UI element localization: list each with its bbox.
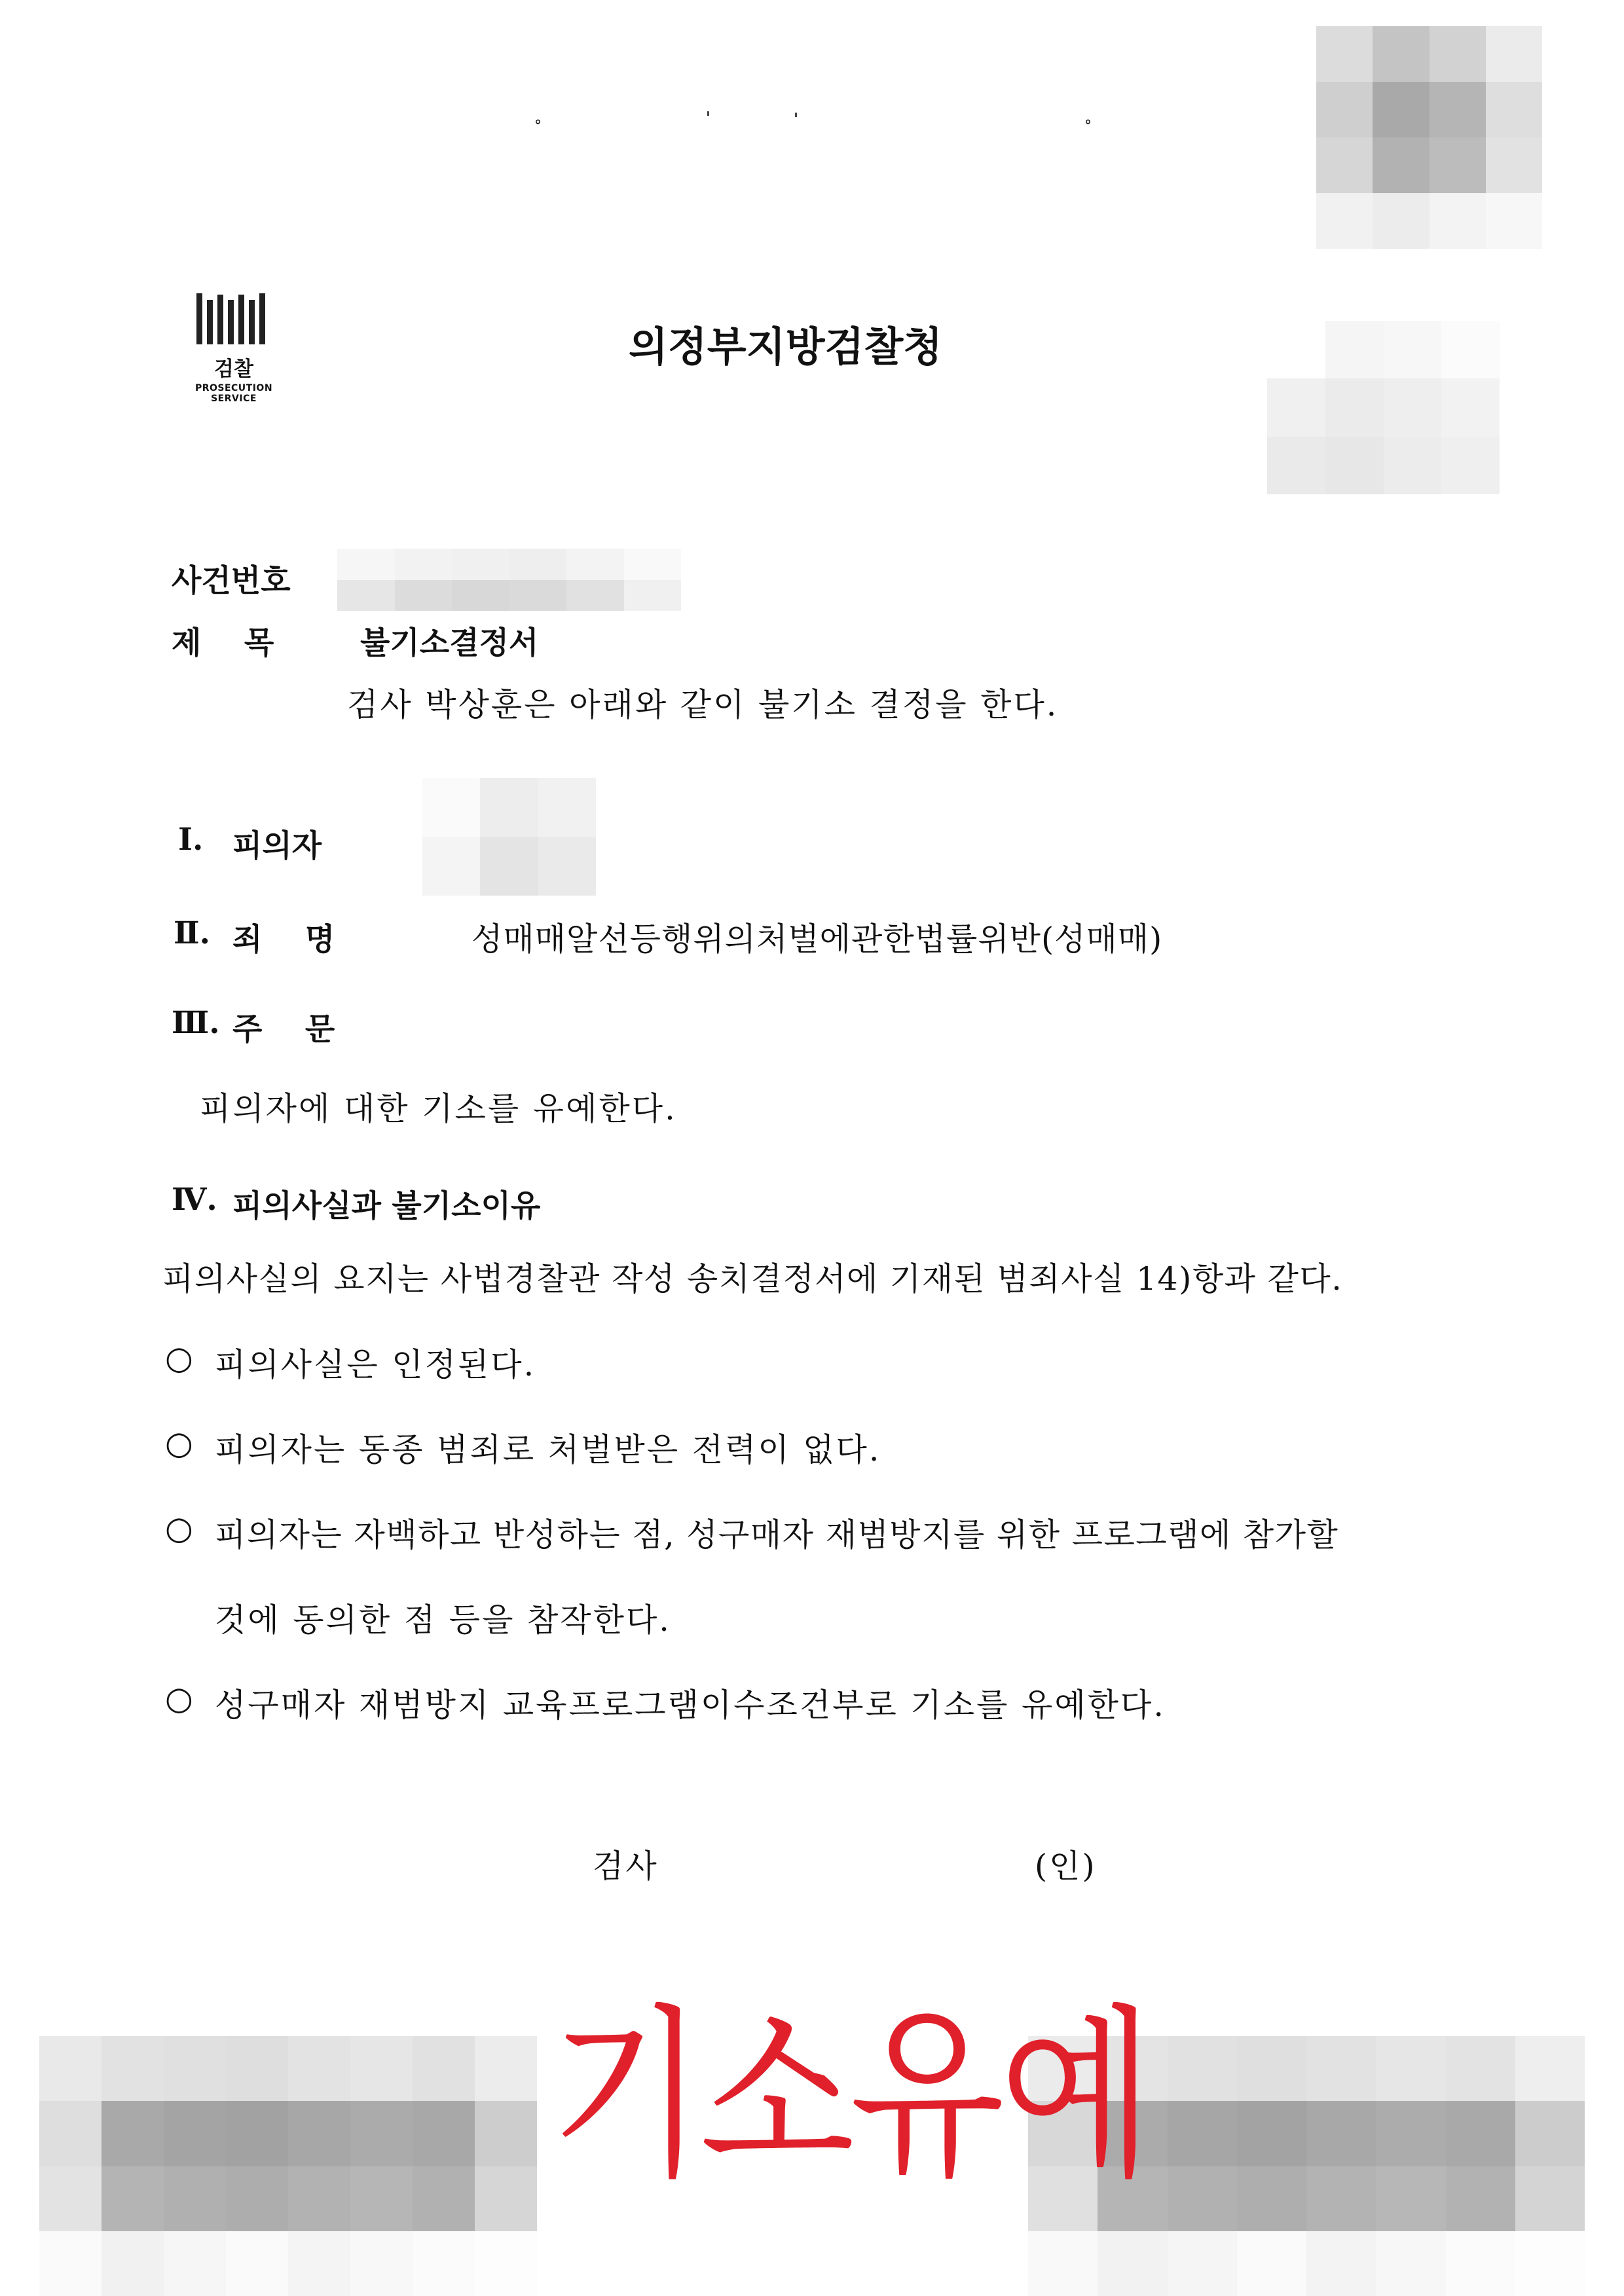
- signature-label: 검사: [593, 1848, 659, 1885]
- bullet-mark: ○: [165, 1680, 195, 1717]
- section-numeral-2: Ⅱ.: [174, 915, 210, 951]
- office-title: 의정부지방검찰청: [629, 323, 943, 371]
- facts-summary: 피의사실의 요지는 사법경찰관 작성 송치결정서에 기재된 범죄사실 14)항과 같다.: [162, 1260, 1343, 1298]
- redacted-area-top-right: [1316, 26, 1542, 249]
- section-label-facts: 피의사실과 불기소이유: [232, 1188, 541, 1224]
- redacted-case-number: [337, 549, 681, 611]
- bullet-mark: ○: [165, 1510, 195, 1547]
- bullet-text: 피의자는 동종 범죄로 처벌받은 전력이 없다.: [215, 1431, 881, 1468]
- prosecution-emblem-icon: [172, 288, 296, 354]
- logo-korean-text: 검찰: [214, 357, 253, 381]
- seal-placeholder: (인): [1035, 1848, 1097, 1885]
- redacted-suspect-name: [422, 778, 596, 896]
- section-label-offense: 죄 명: [232, 922, 335, 958]
- bullet-mark: ○: [165, 1339, 195, 1377]
- section-label-order: 주 문: [232, 1011, 335, 1048]
- section-numeral-3: Ⅲ.: [172, 1005, 220, 1041]
- bullet-mark: ○: [165, 1425, 195, 1462]
- header-mark-right: °: [1084, 118, 1092, 134]
- bullet-text: 성구매자 재범방지 교육프로그램이수조건부로 기소를 유예한다.: [215, 1686, 1166, 1724]
- case-number-label: 사건번호: [172, 563, 291, 599]
- subject-value: 불기소결정서: [360, 625, 539, 661]
- scan-speck: [707, 111, 709, 116]
- bullet-text: 피의자는 자백하고 반성하는 점, 성구매자 재범방지를 위한 프로그램에 참가할: [215, 1516, 1339, 1554]
- logo-english-text: PROSECUTION SERVICE: [194, 383, 273, 404]
- order-value: 피의자에 대한 기소를 유예한다.: [200, 1090, 677, 1127]
- intro-text: 검사 박상훈은 아래와 같이 불기소 결정을 한다.: [347, 686, 1059, 723]
- prosecution-logo: [172, 288, 296, 403]
- section-numeral-1: Ⅰ.: [178, 822, 204, 858]
- bullet-text-continued: 것에 동의한 점 등을 참작한다.: [215, 1601, 671, 1639]
- section-label-suspect: 피의자: [232, 828, 322, 864]
- subject-label: 제 목: [172, 625, 274, 661]
- deferred-prosecution-stamp: 기소유예: [550, 1988, 1149, 2203]
- section-numeral-4: Ⅳ.: [172, 1182, 217, 1218]
- offense-value: 성매매알선등행위의처벌에관한법률위반(성매매): [471, 920, 1163, 958]
- header-mark-left: °: [534, 118, 542, 134]
- redacted-area-bottom-left: [39, 2036, 537, 2296]
- bullet-text: 피의사실은 인정된다.: [215, 1346, 536, 1383]
- scan-speck: [795, 113, 797, 117]
- redacted-area-title-right: [1267, 321, 1500, 494]
